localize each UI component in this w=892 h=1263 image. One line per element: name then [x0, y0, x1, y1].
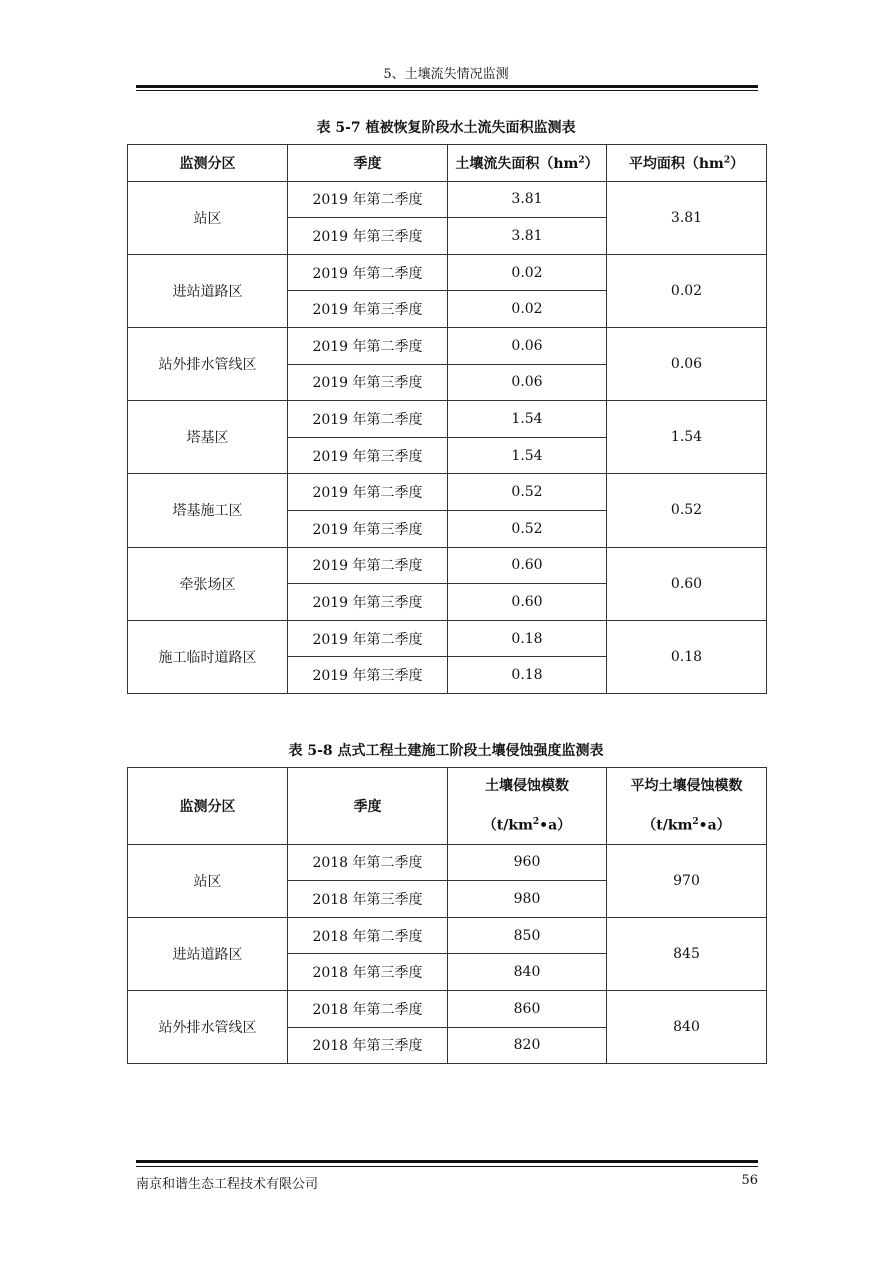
value-cell: 0.02: [448, 254, 607, 291]
unit-open: （t/km: [482, 817, 533, 834]
value-cell: 0.52: [448, 510, 607, 547]
avg-cell: 0.02: [607, 254, 767, 327]
zone-cell: 站外排水管线区: [128, 327, 288, 400]
table1-header-avg-sup: 2: [723, 155, 731, 166]
footer-company-name: 南京和谐生态工程技术有限公司: [136, 1177, 319, 1192]
table-row: [128, 547, 767, 584]
header-rule-thick: [136, 85, 758, 88]
table1-header-avg-close: ）: [730, 155, 745, 172]
table2-erosion-monitoring: [127, 767, 767, 1064]
zone-cell: 施工临时道路区: [128, 620, 288, 693]
table1-caption: 表 5-7 植被恢复阶段水土流失面积监测表: [316, 120, 576, 136]
table2-header-modulus: [448, 768, 607, 845]
zone-cell: 塔基施工区: [128, 474, 288, 547]
season-cell: 2019 年第三季度: [288, 218, 448, 255]
value-cell: 0.06: [448, 327, 607, 364]
value-cell: 980: [448, 881, 607, 918]
season-cell: 2019 年第三季度: [288, 657, 448, 694]
value-cell: 850: [448, 917, 607, 954]
table1-header-area-sup: 2: [578, 155, 585, 166]
table-row: [128, 254, 767, 291]
table-row: [128, 844, 767, 881]
unit-close: •a）: [539, 817, 572, 834]
season-cell: 2019 年第三季度: [288, 291, 448, 328]
value-cell: 0.60: [448, 584, 607, 621]
table1-header-row: [128, 145, 767, 182]
table2-header-avg-modulus: [607, 768, 767, 845]
table1-header-area-text: 土壤流失面积（hm: [455, 155, 579, 172]
season-cell: 2018 年第二季度: [288, 917, 448, 954]
value-cell: 840: [448, 954, 607, 991]
value-cell: 1.54: [448, 437, 607, 474]
season-cell: 2018 年第三季度: [288, 1027, 448, 1064]
value-cell: 3.81: [448, 181, 607, 218]
value-cell: 820: [448, 1027, 607, 1064]
table1-header-area-close: ）: [584, 155, 599, 172]
season-cell: 2018 年第三季度: [288, 881, 448, 918]
season-cell: 2018 年第二季度: [288, 844, 448, 881]
table-row: [128, 181, 767, 218]
table1-header-area: [448, 145, 607, 182]
zone-cell: 进站道路区: [128, 254, 288, 327]
unit-open: （t/km: [642, 817, 693, 834]
value-cell: 0.52: [448, 474, 607, 511]
avg-cell: 845: [607, 917, 767, 990]
avg-cell: 3.81: [607, 181, 767, 254]
value-cell: 3.81: [448, 218, 607, 255]
zone-cell: 站区: [128, 844, 288, 917]
season-cell: 2019 年第二季度: [288, 547, 448, 584]
zone-cell: 站区: [128, 181, 288, 254]
season-cell: 2019 年第三季度: [288, 364, 448, 401]
table-row: [128, 474, 767, 511]
header-rule-thin: [136, 90, 758, 91]
table2-caption: 表 5-8 点式工程土建施工阶段土壤侵蚀强度监测表: [288, 743, 604, 759]
table-row: [128, 327, 767, 364]
season-cell: 2019 年第三季度: [288, 584, 448, 621]
season-cell: 2019 年第二季度: [288, 620, 448, 657]
table2-header-modulus-label: 土壤侵蚀模数: [485, 778, 569, 794]
zone-cell: 牵张场区: [128, 547, 288, 620]
zone-cell: 站外排水管线区: [128, 991, 288, 1064]
season-cell: 2018 年第三季度: [288, 954, 448, 991]
footer-rule-thin: [136, 1166, 758, 1167]
zone-cell: 塔基区: [128, 401, 288, 474]
table2-header-zone: 监测分区: [128, 768, 288, 845]
zone-cell: 进站道路区: [128, 917, 288, 990]
footer-rule-thick: [136, 1160, 758, 1163]
value-cell: 860: [448, 991, 607, 1028]
avg-cell: 970: [607, 844, 767, 917]
table-row: [128, 991, 767, 1028]
table1-header-avg-text: 平均面积（hm: [628, 155, 724, 172]
season-cell: 2019 年第二季度: [288, 254, 448, 291]
table1-header-zone: 监测分区: [128, 145, 288, 182]
table-row: [128, 917, 767, 954]
page-header-title: 5、土壤流失情况监测: [383, 67, 509, 82]
value-cell: 0.06: [448, 364, 607, 401]
season-cell: 2019 年第二季度: [288, 401, 448, 438]
avg-cell: 840: [607, 991, 767, 1064]
table2-header-season: 季度: [288, 768, 448, 845]
value-cell: 0.18: [448, 620, 607, 657]
table1-header-avg: [607, 145, 767, 182]
table2-header-avg-modulus-unit: [607, 804, 766, 844]
avg-cell: 0.06: [607, 327, 767, 400]
footer-page-number: 56: [741, 1173, 758, 1188]
table-row: [128, 620, 767, 657]
unit-close: •a）: [698, 817, 731, 834]
season-cell: 2019 年第二季度: [288, 474, 448, 511]
season-cell: 2019 年第三季度: [288, 510, 448, 547]
value-cell: 960: [448, 844, 607, 881]
season-cell: 2018 年第二季度: [288, 991, 448, 1028]
value-cell: 1.54: [448, 401, 607, 438]
season-cell: 2019 年第二季度: [288, 181, 448, 218]
value-cell: 0.18: [448, 657, 607, 694]
season-cell: 2019 年第二季度: [288, 327, 448, 364]
table1-area-monitoring: [127, 144, 767, 694]
table2-header-modulus-unit: [448, 804, 606, 844]
table2-header-avg-modulus-label: 平均土壤侵蚀模数: [630, 778, 743, 794]
value-cell: 0.60: [448, 547, 607, 584]
avg-cell: 0.52: [607, 474, 767, 547]
table2-header-row: [128, 768, 767, 845]
unit-sup: 2: [692, 817, 699, 827]
table-row: [128, 401, 767, 438]
unit-sup: 2: [532, 817, 540, 827]
value-cell: 0.02: [448, 291, 607, 328]
avg-cell: 0.18: [607, 620, 767, 693]
avg-cell: 1.54: [607, 401, 767, 474]
table1-header-season: 季度: [288, 145, 448, 182]
season-cell: 2019 年第三季度: [288, 437, 448, 474]
avg-cell: 0.60: [607, 547, 767, 620]
